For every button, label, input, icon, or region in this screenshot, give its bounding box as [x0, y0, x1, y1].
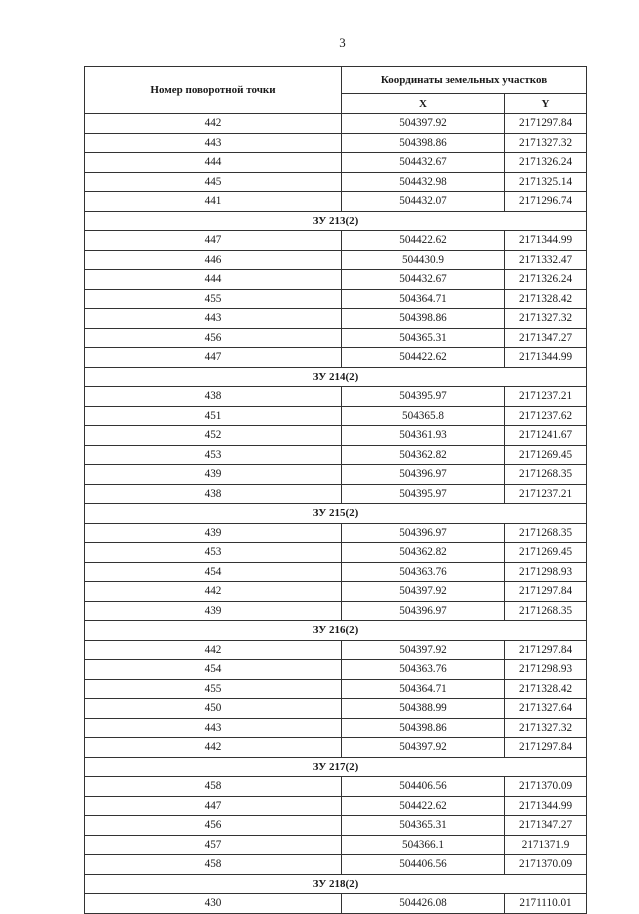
header-y: Y — [505, 94, 587, 114]
x-coordinate-cell: 504365.31 — [342, 328, 505, 348]
point-number-cell: 439 — [85, 465, 342, 485]
x-coordinate-cell: 504395.97 — [342, 387, 505, 407]
x-coordinate-cell: 504422.62 — [342, 231, 505, 251]
point-number-cell: 453 — [85, 543, 342, 563]
x-coordinate-cell: 504398.86 — [342, 133, 505, 153]
point-number-cell: 441 — [85, 192, 342, 212]
table-row — [85, 816, 587, 836]
table-row — [85, 679, 587, 699]
point-number-cell: 442 — [85, 640, 342, 660]
table-row — [85, 114, 587, 134]
table-row — [85, 894, 587, 914]
table-row — [85, 640, 587, 660]
y-coordinate-cell: 2171269.45 — [505, 543, 587, 563]
y-coordinate-cell: 2171297.84 — [505, 582, 587, 602]
table-row — [85, 582, 587, 602]
table-row — [85, 465, 587, 485]
table-row — [85, 231, 587, 251]
y-coordinate-cell: 2171347.27 — [505, 816, 587, 836]
y-coordinate-cell: 2171241.67 — [505, 426, 587, 446]
y-coordinate-cell: 2171328.42 — [505, 679, 587, 699]
table-row — [85, 387, 587, 407]
point-number-cell: 458 — [85, 777, 342, 797]
section-label: ЗУ 218(2) — [85, 874, 587, 894]
point-number-cell: 456 — [85, 328, 342, 348]
x-coordinate-cell: 504365.31 — [342, 816, 505, 836]
x-coordinate-cell: 504363.76 — [342, 562, 505, 582]
y-coordinate-cell: 2171344.99 — [505, 796, 587, 816]
section-row — [85, 621, 587, 641]
table-row — [85, 718, 587, 738]
x-coordinate-cell: 504432.07 — [342, 192, 505, 212]
point-number-cell: 439 — [85, 523, 342, 543]
x-coordinate-cell: 504398.86 — [342, 718, 505, 738]
point-number-cell: 444 — [85, 153, 342, 173]
x-coordinate-cell: 504422.62 — [342, 796, 505, 816]
y-coordinate-cell: 2171332.47 — [505, 250, 587, 270]
table-row — [85, 309, 587, 329]
point-number-cell: 444 — [85, 270, 342, 290]
section-row — [85, 504, 587, 524]
point-number-cell: 430 — [85, 894, 342, 914]
point-number-cell: 447 — [85, 348, 342, 368]
table-row — [85, 270, 587, 290]
y-coordinate-cell: 2171326.24 — [505, 153, 587, 173]
table-row — [85, 523, 587, 543]
x-coordinate-cell: 504432.98 — [342, 172, 505, 192]
x-coordinate-cell: 504362.82 — [342, 543, 505, 563]
table-row — [85, 660, 587, 680]
table-row — [85, 738, 587, 758]
point-number-cell: 442 — [85, 114, 342, 134]
point-number-cell: 451 — [85, 406, 342, 426]
table-row — [85, 445, 587, 465]
y-coordinate-cell: 2171298.93 — [505, 660, 587, 680]
y-coordinate-cell: 2171370.09 — [505, 777, 587, 797]
x-coordinate-cell: 504395.97 — [342, 484, 505, 504]
table-row — [85, 289, 587, 309]
section-row — [85, 874, 587, 894]
table-row — [85, 406, 587, 426]
x-coordinate-cell: 504426.08 — [342, 894, 505, 914]
x-coordinate-cell: 504396.97 — [342, 523, 505, 543]
point-number-cell: 457 — [85, 835, 342, 855]
x-coordinate-cell: 504366.1 — [342, 835, 505, 855]
point-number-cell: 447 — [85, 231, 342, 251]
y-coordinate-cell: 2171237.21 — [505, 484, 587, 504]
y-coordinate-cell: 2171298.93 — [505, 562, 587, 582]
x-coordinate-cell: 504396.97 — [342, 601, 505, 621]
y-coordinate-cell: 2171325.14 — [505, 172, 587, 192]
y-coordinate-cell: 2171371.9 — [505, 835, 587, 855]
y-coordinate-cell: 2171344.99 — [505, 348, 587, 368]
point-number-cell: 452 — [85, 426, 342, 446]
y-coordinate-cell: 2171297.84 — [505, 114, 587, 134]
y-coordinate-cell: 2171370.09 — [505, 855, 587, 875]
table-row — [85, 835, 587, 855]
x-coordinate-cell: 504361.93 — [342, 426, 505, 446]
table-row — [85, 796, 587, 816]
y-coordinate-cell: 2171297.84 — [505, 640, 587, 660]
y-coordinate-cell: 2171237.21 — [505, 387, 587, 407]
point-number-cell: 445 — [85, 172, 342, 192]
x-coordinate-cell: 504362.82 — [342, 445, 505, 465]
table-row — [85, 484, 587, 504]
table-row — [85, 133, 587, 153]
x-coordinate-cell: 504364.71 — [342, 289, 505, 309]
table-row — [85, 855, 587, 875]
section-row — [85, 367, 587, 387]
coordinates-table — [84, 66, 587, 914]
x-coordinate-cell: 504388.99 — [342, 699, 505, 719]
y-coordinate-cell: 2171269.45 — [505, 445, 587, 465]
x-coordinate-cell: 504406.56 — [342, 777, 505, 797]
point-number-cell: 438 — [85, 387, 342, 407]
header-x: X — [342, 94, 505, 114]
table-row — [85, 192, 587, 212]
y-coordinate-cell: 2171326.24 — [505, 270, 587, 290]
x-coordinate-cell: 504363.76 — [342, 660, 505, 680]
table-row — [85, 777, 587, 797]
point-number-cell: 453 — [85, 445, 342, 465]
section-label: ЗУ 213(2) — [85, 211, 587, 231]
x-coordinate-cell: 504397.92 — [342, 640, 505, 660]
x-coordinate-cell: 504406.56 — [342, 855, 505, 875]
point-number-cell: 455 — [85, 289, 342, 309]
y-coordinate-cell: 2171328.42 — [505, 289, 587, 309]
section-label: ЗУ 214(2) — [85, 367, 587, 387]
table-row — [85, 348, 587, 368]
table-row — [85, 328, 587, 348]
table-row — [85, 426, 587, 446]
table-row — [85, 250, 587, 270]
point-number-cell: 443 — [85, 133, 342, 153]
section-label: ЗУ 215(2) — [85, 504, 587, 524]
point-number-cell: 438 — [85, 484, 342, 504]
y-coordinate-cell: 2171327.32 — [505, 309, 587, 329]
point-number-cell: 458 — [85, 855, 342, 875]
table-body — [85, 114, 587, 914]
y-coordinate-cell: 2171296.74 — [505, 192, 587, 212]
x-coordinate-cell: 504396.97 — [342, 465, 505, 485]
page-number: 3 — [339, 35, 346, 50]
y-coordinate-cell: 2171327.64 — [505, 699, 587, 719]
y-coordinate-cell: 2171268.35 — [505, 601, 587, 621]
x-coordinate-cell: 504397.92 — [342, 114, 505, 134]
header-coordinates: Координаты земельных участков — [342, 67, 587, 94]
table-row — [85, 172, 587, 192]
point-number-cell: 454 — [85, 660, 342, 680]
y-coordinate-cell: 2171347.27 — [505, 328, 587, 348]
point-number-cell: 455 — [85, 679, 342, 699]
y-coordinate-cell: 2171344.99 — [505, 231, 587, 251]
point-number-cell: 439 — [85, 601, 342, 621]
table-row — [85, 543, 587, 563]
header-point-number: Номер поворотной точки — [85, 67, 342, 114]
point-number-cell: 443 — [85, 718, 342, 738]
point-number-cell: 446 — [85, 250, 342, 270]
y-coordinate-cell: 2171268.35 — [505, 523, 587, 543]
table-row — [85, 562, 587, 582]
y-coordinate-cell: 2171297.84 — [505, 738, 587, 758]
x-coordinate-cell: 504432.67 — [342, 153, 505, 173]
y-coordinate-cell: 2171268.35 — [505, 465, 587, 485]
section-row — [85, 211, 587, 231]
point-number-cell: 443 — [85, 309, 342, 329]
x-coordinate-cell: 504430.9 — [342, 250, 505, 270]
point-number-cell: 454 — [85, 562, 342, 582]
y-coordinate-cell: 2171327.32 — [505, 718, 587, 738]
y-coordinate-cell: 2171110.01 — [505, 894, 587, 914]
section-label: ЗУ 216(2) — [85, 621, 587, 641]
x-coordinate-cell: 504397.92 — [342, 738, 505, 758]
point-number-cell: 442 — [85, 582, 342, 602]
x-coordinate-cell: 504364.71 — [342, 679, 505, 699]
point-number-cell: 447 — [85, 796, 342, 816]
y-coordinate-cell: 2171327.32 — [505, 133, 587, 153]
section-label: ЗУ 217(2) — [85, 757, 587, 777]
table-row — [85, 699, 587, 719]
y-coordinate-cell: 2171237.62 — [505, 406, 587, 426]
point-number-cell: 450 — [85, 699, 342, 719]
x-coordinate-cell: 504365.8 — [342, 406, 505, 426]
point-number-cell: 442 — [85, 738, 342, 758]
section-row — [85, 757, 587, 777]
table-row — [85, 153, 587, 173]
x-coordinate-cell: 504397.92 — [342, 582, 505, 602]
x-coordinate-cell: 504432.67 — [342, 270, 505, 290]
x-coordinate-cell: 504398.86 — [342, 309, 505, 329]
x-coordinate-cell: 504422.62 — [342, 348, 505, 368]
table-row — [85, 601, 587, 621]
point-number-cell: 456 — [85, 816, 342, 836]
